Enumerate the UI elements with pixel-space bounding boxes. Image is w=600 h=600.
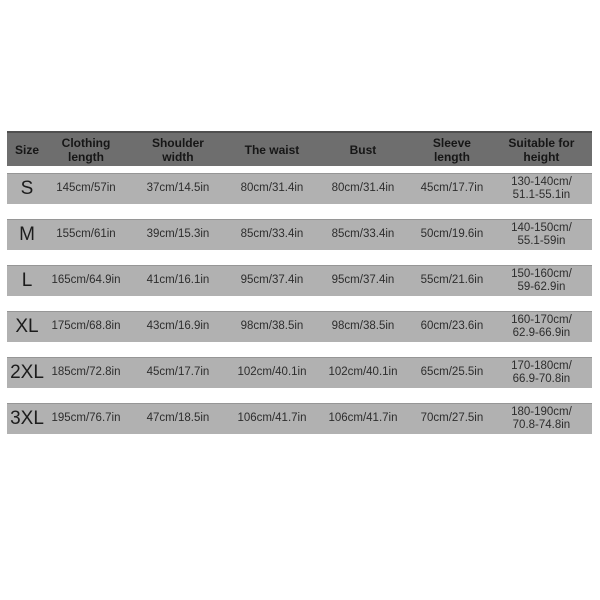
size-label: M <box>19 224 35 245</box>
height-range-cm: 160-170cm/ <box>511 313 572 326</box>
header-cell-bust <box>313 133 413 166</box>
height-range-in: 70.8-74.8in <box>512 418 571 431</box>
cell-sleeve-length: 65cm/25.5in <box>420 366 484 378</box>
height-range-cm: 140-150cm/ <box>511 221 572 234</box>
cell-suitable-height <box>491 219 592 250</box>
table-row-s <box>7 173 592 204</box>
cell-shoulder-width: 39cm/15.3in <box>146 228 210 240</box>
cell-waist: 80cm/31.4in <box>240 182 304 194</box>
header-label: length <box>433 149 470 164</box>
cell-clothing-length: 195cm/76.7in <box>51 412 121 424</box>
header-label: Clothing <box>61 135 111 150</box>
height-range-in: 51.1-55.1in <box>512 188 571 201</box>
header-cell-shoulder-width <box>125 133 231 166</box>
table-row-l <box>7 265 592 296</box>
cell-shoulder-width: 45cm/17.7in <box>146 366 210 378</box>
cell-bust: 102cm/40.1in <box>328 366 398 378</box>
height-range-cm: 170-180cm/ <box>511 359 572 372</box>
cell-bust: 98cm/38.5in <box>331 320 395 332</box>
cell-suitable-height <box>491 357 592 388</box>
cell-bust: 80cm/31.4in <box>331 182 395 194</box>
height-range-cm: 150-160cm/ <box>511 267 572 280</box>
size-label: L <box>21 270 33 291</box>
cell-clothing-length: 145cm/57in <box>56 182 116 194</box>
cell-clothing-length: 185cm/72.8in <box>51 366 121 378</box>
header-label: The waist <box>244 142 300 157</box>
table-row-xl <box>7 311 592 342</box>
table-row-2xl <box>7 357 592 388</box>
header-label: width <box>162 149 194 164</box>
cell-shoulder-width: 43cm/16.9in <box>146 320 210 332</box>
cell-clothing-length: 165cm/64.9in <box>51 274 121 286</box>
size-label: XL <box>15 316 39 337</box>
cell-sleeve-length: 60cm/23.6in <box>420 320 484 332</box>
cell-suitable-height <box>491 311 592 342</box>
height-range-in: 55.1-59in <box>517 234 566 247</box>
cell-clothing-length: 155cm/61in <box>56 228 116 240</box>
height-range-in: 59-62.9in <box>517 280 566 293</box>
header-label: Size <box>14 142 39 157</box>
header-cell-suitable-height <box>491 133 592 166</box>
cell-waist: 85cm/33.4in <box>240 228 304 240</box>
size-label: 2XL <box>10 362 44 383</box>
cell-shoulder-width: 37cm/14.5in <box>146 182 210 194</box>
header-label: Suitable for <box>508 135 575 150</box>
cell-shoulder-width: 41cm/16.1in <box>146 274 210 286</box>
cell-sleeve-length: 70cm/27.5in <box>420 412 484 424</box>
size-label: 3XL <box>10 408 44 429</box>
cell-sleeve-length: 45cm/17.7in <box>420 182 484 194</box>
height-range-cm: 130-140cm/ <box>511 175 572 188</box>
cell-sleeve-length: 50cm/19.6in <box>420 228 484 240</box>
cell-bust: 85cm/33.4in <box>331 228 395 240</box>
header-label: Bust <box>349 142 377 157</box>
size-chart-table <box>7 131 592 434</box>
header-cell-waist <box>231 133 313 166</box>
header-cell-size <box>7 133 47 166</box>
height-range-cm: 180-190cm/ <box>511 405 572 418</box>
header-label: length <box>67 149 104 164</box>
cell-bust: 106cm/41.7in <box>328 412 398 424</box>
cell-sleeve-length: 55cm/21.6in <box>420 274 484 286</box>
cell-shoulder-width: 47cm/18.5in <box>146 412 210 424</box>
size-chart-header-row <box>7 131 592 166</box>
header-label: Sleeve <box>432 135 471 150</box>
cell-suitable-height <box>491 265 592 296</box>
header-cell-clothing-length <box>47 133 125 166</box>
header-label: Shoulder <box>151 135 204 150</box>
cell-suitable-height <box>491 173 592 204</box>
table-row-m <box>7 219 592 250</box>
cell-clothing-length: 175cm/68.8in <box>51 320 121 332</box>
height-range-in: 62.9-66.9in <box>512 326 571 339</box>
table-row-3xl <box>7 403 592 434</box>
size-label: S <box>20 178 34 199</box>
cell-bust: 95cm/37.4in <box>331 274 395 286</box>
cell-waist: 95cm/37.4in <box>240 274 304 286</box>
cell-waist: 106cm/41.7in <box>237 412 307 424</box>
cell-suitable-height <box>491 403 592 434</box>
cell-waist: 102cm/40.1in <box>237 366 307 378</box>
header-label: height <box>523 149 560 164</box>
header-cell-sleeve-length <box>413 133 491 166</box>
height-range-in: 66.9-70.8in <box>512 372 571 385</box>
cell-waist: 98cm/38.5in <box>240 320 304 332</box>
